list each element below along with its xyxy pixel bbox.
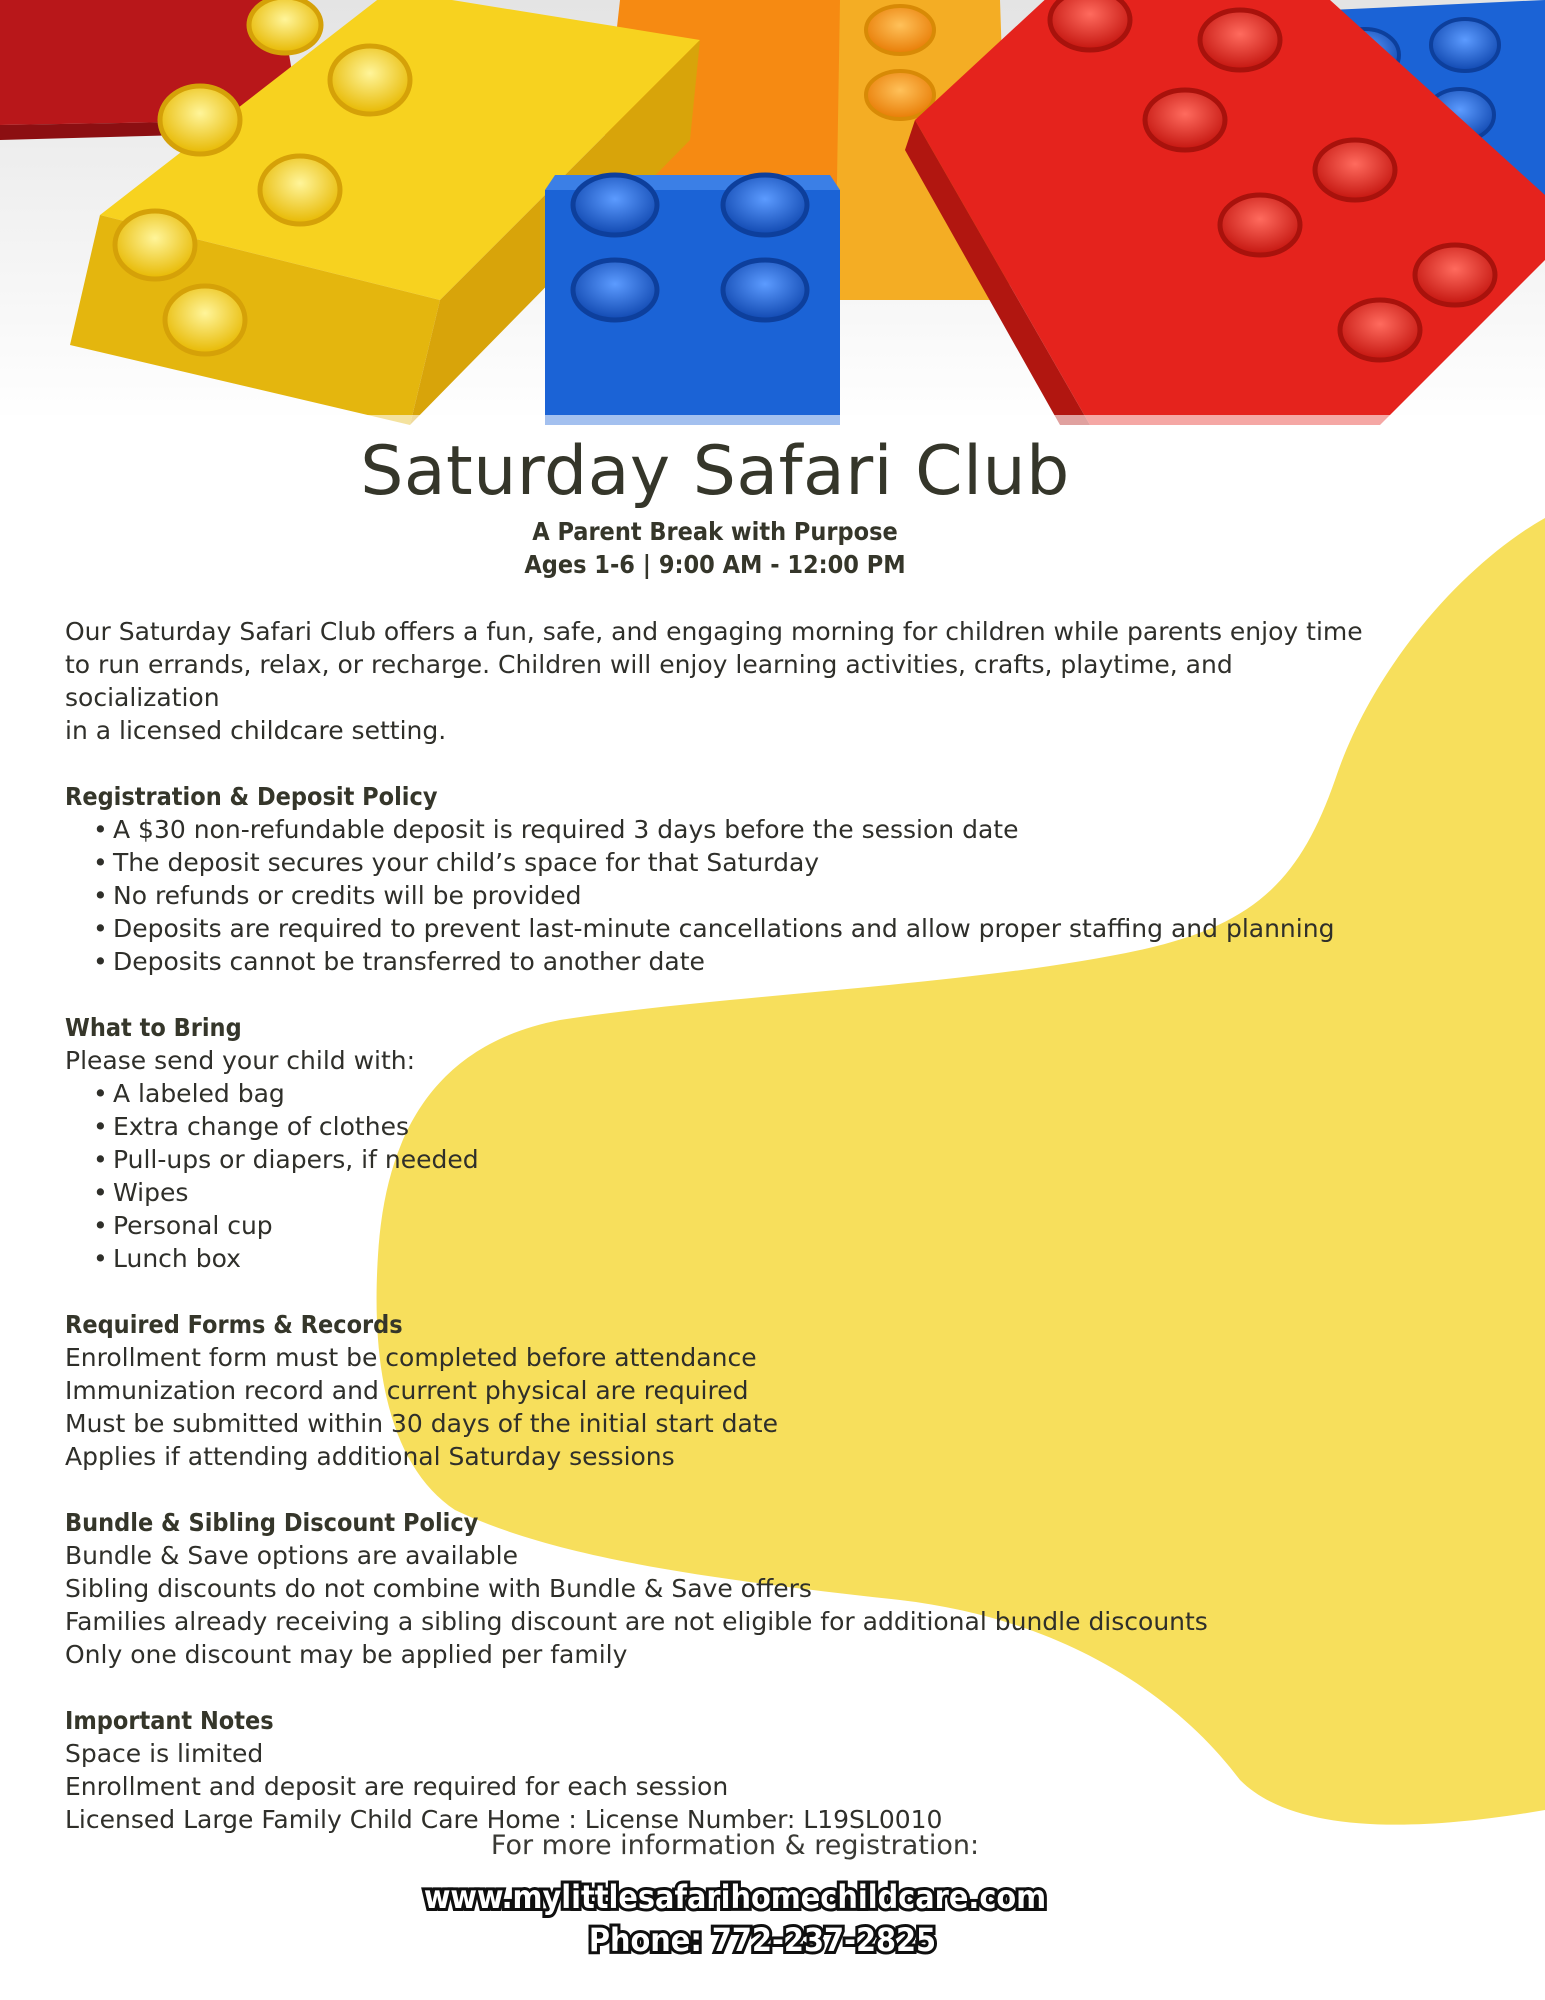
- more-info-label: For more information & registration:: [490, 1830, 980, 1861]
- discount-section: [65, 1506, 1385, 1671]
- discount-heading: Bundle & Sibling Discount Policy: [65, 1508, 479, 1537]
- list-item: • The deposit secures your child’s space for that Saturday: [113, 846, 1385, 879]
- intro-line: Our Saturday Safari Club offers a fun, safe, and engaging morning for children while parents enjoy time: [65, 617, 1363, 646]
- list-item: • Lunch box: [113, 1242, 1385, 1275]
- blue-brick-center: [545, 175, 840, 425]
- intro-line: to run errands, relax, or recharge. Children will enjoy learning activities, crafts, playtime, and socialization: [65, 650, 1233, 712]
- discount-line: Sibling discounts do not combine with Bundle & Save offers: [65, 1574, 812, 1603]
- forms-line: Immunization record and current physical are required: [65, 1376, 749, 1405]
- notes-line: Space is limited: [65, 1739, 264, 1768]
- lego-bricks-hero-image: [0, 0, 1545, 425]
- license-line: Licensed Large Family Child Care Home : License Number: L19SL0010: [65, 1805, 943, 1834]
- ages-and-hours: Ages 1-6 | 9:00 AM - 12:00 PM: [524, 550, 906, 579]
- page-subtitle: A Parent Break with Purpose: [532, 517, 898, 546]
- page-title: Saturday Safari Club: [360, 432, 1070, 511]
- list-item: • Wipes: [113, 1176, 1385, 1209]
- list-item: • Pull-ups or diapers, if needed: [113, 1143, 1385, 1176]
- list-item: • No refunds or credits will be provided: [113, 879, 1385, 912]
- forms-line: Must be submitted within 30 days of the initial start date: [65, 1409, 778, 1438]
- list-item: • Personal cup: [113, 1209, 1385, 1242]
- discount-line: Families already receiving a sibling discount are not eligible for additional bundle discounts: [65, 1607, 1208, 1636]
- list-item: • Deposits cannot be transferred to another date: [113, 945, 1385, 978]
- intro-line: in a licensed childcare setting.: [65, 716, 447, 745]
- notes-section: [65, 1704, 1385, 1836]
- list-item: • Deposits are required to prevent last-minute cancellations and allow proper staffing and planning: [113, 912, 1385, 945]
- forms-line: Enrollment form must be completed before attendance: [65, 1343, 757, 1372]
- discount-line: Bundle & Save options are available: [65, 1541, 518, 1570]
- notes-line: Enrollment and deposit are required for each session: [65, 1772, 729, 1801]
- what-to-bring-list: [65, 1077, 1385, 1275]
- what-to-bring-heading: What to Bring: [65, 1013, 242, 1042]
- registration-list: [65, 813, 1385, 978]
- discount-line: Only one discount may be applied per family: [65, 1640, 628, 1669]
- list-item: • Extra change of clothes: [113, 1110, 1385, 1143]
- registration-section: [65, 780, 1385, 978]
- forms-line: Applies if attending additional Saturday sessions: [65, 1442, 675, 1471]
- phone-number[interactable]: Phone: 772-237-2825: [588, 1921, 937, 1959]
- list-item: • A labeled bag: [113, 1077, 1385, 1110]
- what-to-bring-section: [65, 1011, 1385, 1275]
- what-to-bring-intro: Please send your child with:: [65, 1046, 416, 1075]
- list-item: • A $30 non-refundable deposit is required 3 days before the session date: [113, 813, 1385, 846]
- flyer-content: [65, 615, 1385, 1869]
- forms-section: [65, 1308, 1385, 1473]
- forms-heading: Required Forms & Records: [65, 1310, 403, 1339]
- registration-heading: Registration & Deposit Policy: [65, 782, 438, 811]
- website-link[interactable]: www.mylittlesafarihomechildcare.com: [423, 1878, 1047, 1916]
- intro-paragraph: [65, 615, 1385, 747]
- notes-heading: Important Notes: [65, 1706, 274, 1735]
